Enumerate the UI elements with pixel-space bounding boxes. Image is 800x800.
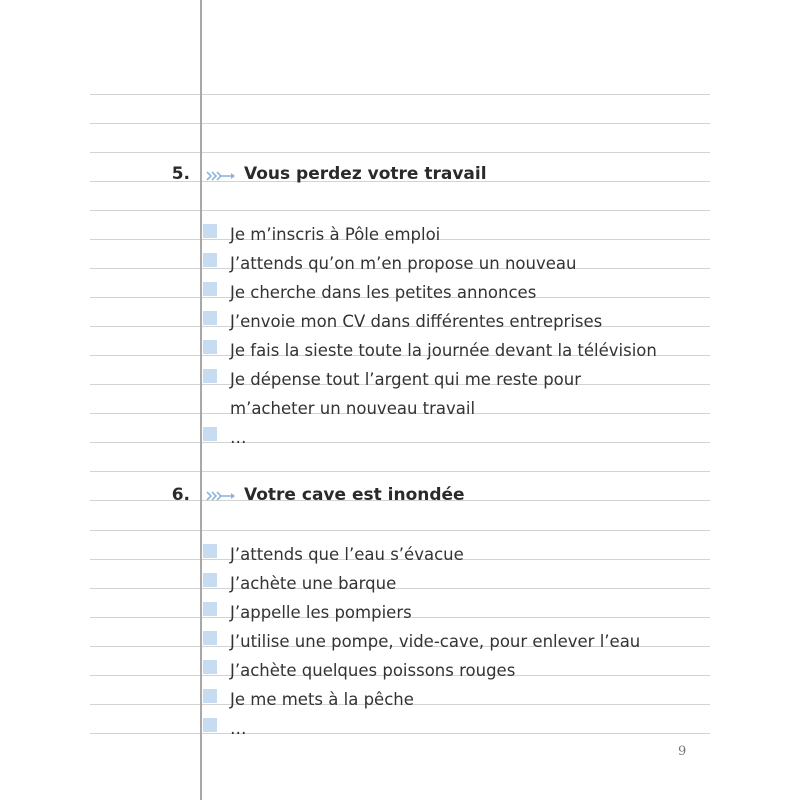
rule-line — [90, 94, 710, 95]
option-label: J’envoie mon CV dans différentes entreprises — [230, 312, 603, 331]
option-label: J’achète une barque — [230, 574, 397, 593]
option-label: J’attends que l’eau s’évacue — [230, 545, 464, 564]
margin-line — [200, 0, 202, 800]
checkbox[interactable] — [203, 224, 217, 238]
option-label: J’attends qu’on m’en propose un nouveau — [230, 254, 577, 273]
option-label: J’achète quelques poissons rouges — [230, 661, 516, 680]
page-number: 9 — [678, 744, 687, 759]
rule-line — [90, 152, 710, 153]
checkbox[interactable] — [203, 718, 217, 732]
checkbox[interactable] — [203, 660, 217, 674]
checkbox[interactable] — [203, 282, 217, 296]
rule-line — [90, 530, 710, 531]
rule-line — [90, 123, 710, 124]
option-label: Je me mets à la pêche — [230, 690, 414, 709]
checkbox[interactable] — [203, 311, 217, 325]
checkbox[interactable] — [203, 253, 217, 267]
checkbox[interactable] — [203, 631, 217, 645]
checkbox[interactable] — [203, 340, 217, 354]
option-label: Je dépense tout l’argent qui me reste pour — [230, 370, 582, 389]
rule-line — [90, 442, 710, 443]
checkbox[interactable] — [203, 427, 217, 441]
section-title: Votre cave est inondée — [244, 485, 465, 505]
option-label-continuation: m’acheter un nouveau travail — [230, 399, 476, 418]
rule-line — [90, 471, 710, 472]
rule-line — [90, 588, 710, 589]
option-label: Je m’inscris à Pôle emploi — [230, 225, 441, 244]
option-label: Je cherche dans les petites annonces — [230, 283, 537, 302]
checkbox[interactable] — [203, 369, 217, 383]
option-label: Je fais la sieste toute la journée devant la télévision — [230, 341, 657, 360]
rule-line — [90, 210, 710, 211]
arrow-icon — [206, 491, 236, 501]
section-title: Vous perdez votre travail — [244, 164, 487, 184]
section-number: 5. — [171, 164, 190, 184]
checkbox[interactable] — [203, 544, 217, 558]
checkbox[interactable] — [203, 602, 217, 616]
option-label: J’utilise une pompe, vide-cave, pour enlever l’eau — [230, 632, 641, 651]
section-number: 6. — [171, 485, 190, 505]
option-label: … — [230, 719, 247, 738]
checkbox[interactable] — [203, 573, 217, 587]
arrow-icon — [206, 171, 236, 181]
checkbox[interactable] — [203, 689, 217, 703]
option-label: … — [230, 428, 247, 447]
rule-line — [90, 733, 710, 734]
option-label: J’appelle les pompiers — [230, 603, 412, 622]
